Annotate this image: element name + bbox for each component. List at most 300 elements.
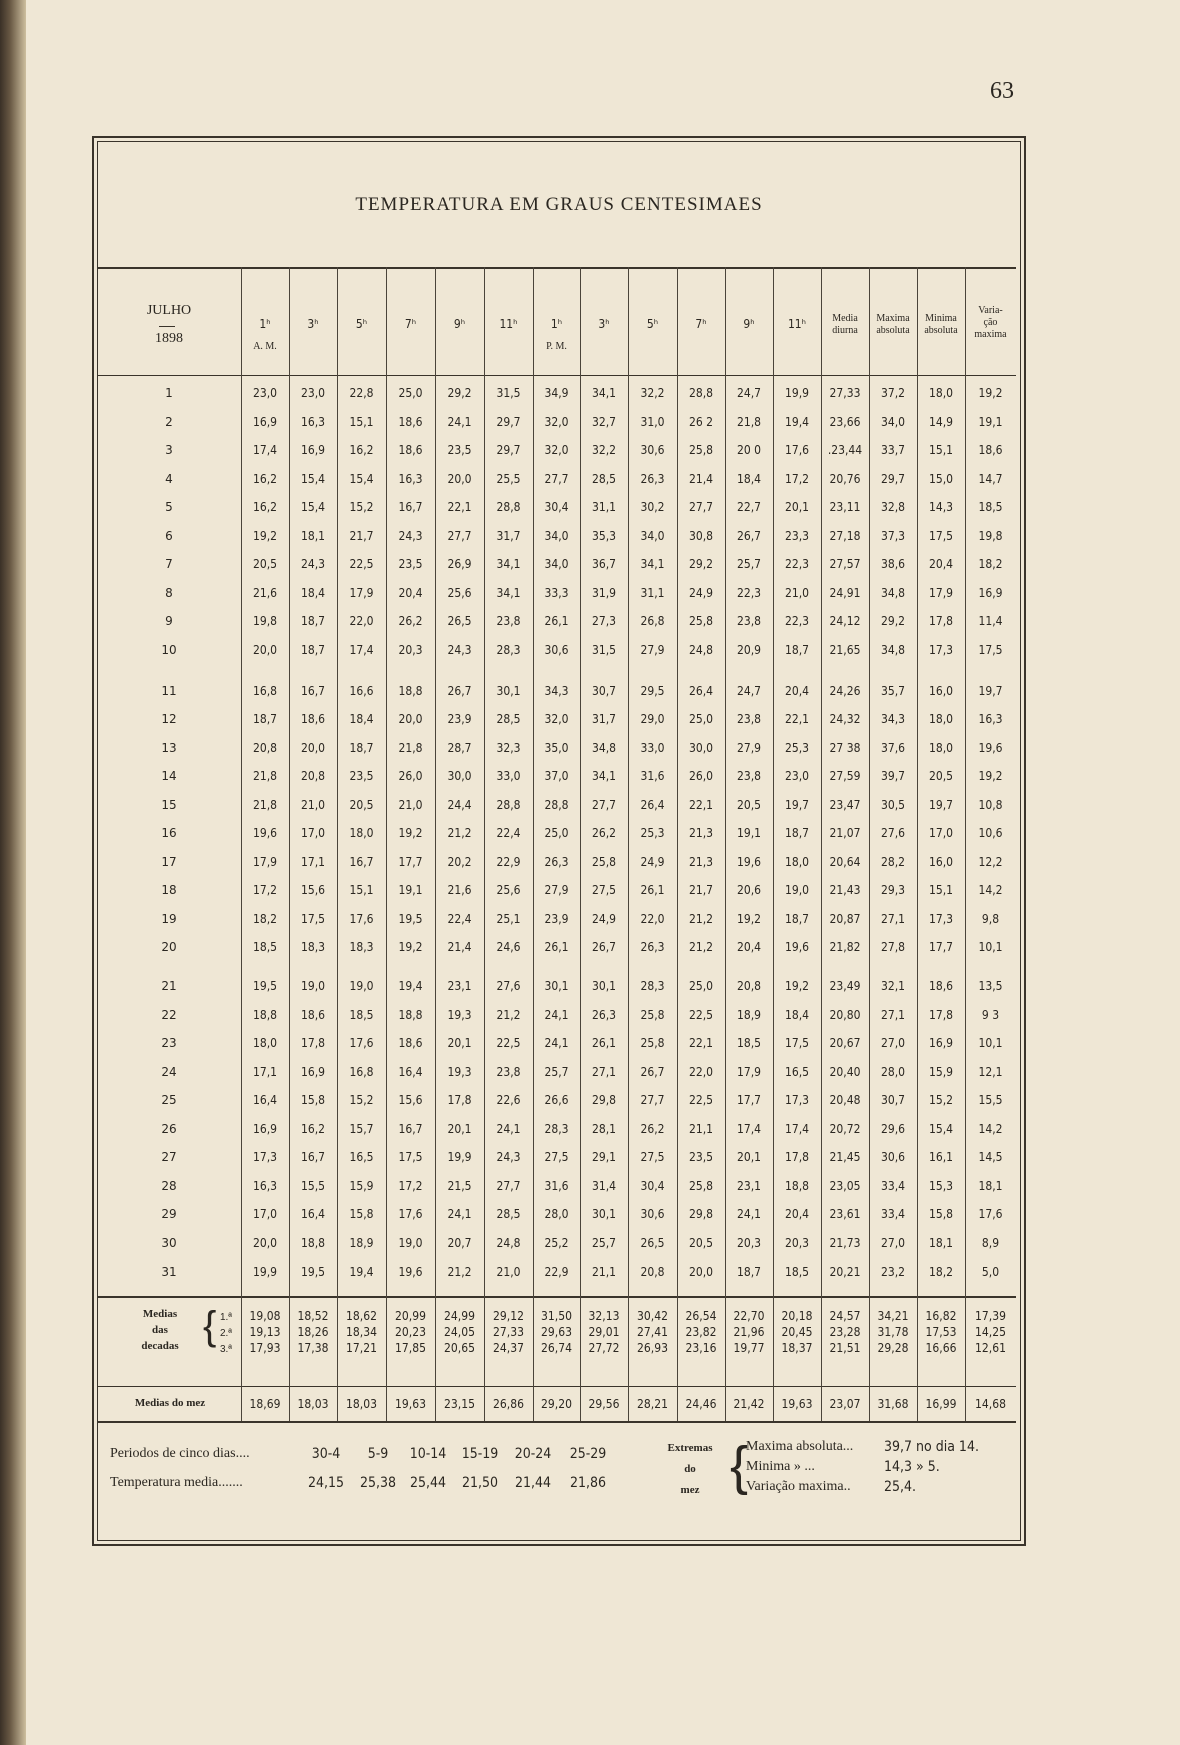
table-cell: 19,7 bbox=[978, 683, 1003, 698]
header-hour-9: 5ʰ bbox=[646, 317, 659, 331]
decade-mean-cell: 17,93 bbox=[249, 1341, 281, 1355]
table-cell: 18,2 bbox=[252, 911, 278, 926]
table-cell: 26,4 bbox=[688, 683, 714, 698]
table-cell: 25,0 bbox=[688, 979, 714, 993]
header-variacao-maxima-1: Varia- bbox=[978, 305, 1003, 316]
table-cell: 28,8 bbox=[496, 500, 521, 515]
table-cell: 21,07 bbox=[829, 826, 861, 841]
table-cell: 21,6 bbox=[447, 883, 472, 898]
table-cell: 21,2 bbox=[688, 911, 714, 926]
table-cell: 14,9 bbox=[928, 414, 954, 429]
table-cell: 19,4 bbox=[349, 1264, 374, 1279]
table-cell: 16,2 bbox=[300, 1121, 326, 1136]
table-cell: 18,7 bbox=[784, 911, 810, 926]
table-cell: 22,3 bbox=[784, 557, 810, 572]
table-cell: 18,5 bbox=[349, 1007, 374, 1022]
table-cell: 20,4 bbox=[398, 585, 423, 600]
table-cell: 18,7 bbox=[300, 642, 326, 657]
table-cell: 20,0 bbox=[398, 712, 423, 727]
table-cell: 17,9 bbox=[349, 585, 374, 600]
table-cell: 33,4 bbox=[880, 1207, 906, 1222]
day-number: 23 bbox=[161, 1036, 177, 1051]
table-cell: 18,1 bbox=[300, 528, 326, 543]
table-cell: 23,3 bbox=[784, 528, 810, 543]
table-cell: 20,0 bbox=[300, 740, 326, 755]
table-cell: 16,6 bbox=[349, 683, 374, 698]
period-temperature: 21,44 bbox=[514, 1475, 552, 1491]
table-cell: 34,8 bbox=[591, 740, 617, 755]
decade-mean-cell: 34,21 bbox=[877, 1309, 909, 1323]
table-cell: 35,3 bbox=[591, 528, 617, 543]
table-cell: 22,3 bbox=[784, 614, 810, 629]
table-cell: 17,9 bbox=[736, 1064, 762, 1079]
table-cell: 15,8 bbox=[300, 1093, 326, 1108]
table-cell: 22,0 bbox=[640, 911, 665, 926]
day-number: 10 bbox=[161, 642, 177, 657]
decade-mean-cell: 20,23 bbox=[395, 1325, 426, 1339]
table-cell: 21,43 bbox=[829, 883, 861, 898]
table-cell: 19,5 bbox=[398, 911, 423, 926]
table-cell: 29,5 bbox=[640, 683, 665, 698]
table-cell: 25,8 bbox=[591, 854, 617, 869]
decade-mean-cell: 27,72 bbox=[588, 1341, 620, 1355]
decade-mean-cell: 17,21 bbox=[346, 1341, 377, 1355]
table-cell: 25,8 bbox=[640, 1007, 665, 1022]
table-cell: 14,5 bbox=[978, 1150, 1003, 1165]
extremas-label: do bbox=[684, 1463, 696, 1475]
table-cell: 19,2 bbox=[784, 979, 810, 993]
decade-mean-cell: 19,08 bbox=[249, 1309, 281, 1323]
table-cell: 10,8 bbox=[978, 797, 1003, 812]
table-cell: 19,2 bbox=[736, 911, 762, 926]
table-cell: 14,3 bbox=[928, 500, 954, 515]
table-cell: 26,2 bbox=[640, 1121, 665, 1136]
table-cell: 27,7 bbox=[640, 1093, 665, 1108]
table-cell: 26,1 bbox=[640, 883, 665, 898]
table-cell: 24,8 bbox=[688, 642, 714, 657]
day-number: 17 bbox=[161, 854, 177, 869]
decade-mean-cell: 30,42 bbox=[637, 1309, 668, 1323]
table-cell: 27,1 bbox=[591, 1064, 617, 1079]
day-number: 13 bbox=[161, 740, 177, 755]
table-cell: 20,5 bbox=[736, 797, 762, 812]
table-cell: 16,9 bbox=[252, 414, 278, 429]
table-cell: 18,8 bbox=[252, 1007, 278, 1022]
decade-mean-cell: 20,99 bbox=[395, 1309, 426, 1323]
table-cell: 18,5 bbox=[978, 500, 1003, 515]
header-maxima-absoluta-1: Maxima bbox=[876, 313, 910, 324]
extrema-label: Variação maxima.. bbox=[746, 1479, 851, 1494]
table-cell: 19,1 bbox=[978, 414, 1003, 429]
table-cell: 16,7 bbox=[398, 1121, 423, 1136]
table-cell: 22,0 bbox=[688, 1064, 714, 1079]
table-cell: 25,7 bbox=[736, 557, 762, 572]
table-cell: 17,9 bbox=[252, 854, 278, 869]
table-cell: 20,5 bbox=[252, 557, 278, 572]
table-cell: 20,76 bbox=[829, 471, 861, 486]
table-cell: 16,0 bbox=[928, 854, 954, 869]
table-cell: 22,9 bbox=[544, 1264, 569, 1279]
table-cell: 23,8 bbox=[736, 712, 762, 727]
table-cell: 34,3 bbox=[880, 712, 906, 727]
table-cell: 21,0 bbox=[300, 797, 326, 812]
table-cell: 30,7 bbox=[880, 1093, 906, 1108]
table-cell: 18,7 bbox=[784, 826, 810, 841]
day-number: 22 bbox=[161, 1007, 177, 1022]
day-number: 18 bbox=[161, 883, 177, 898]
table-cell: 18,6 bbox=[398, 414, 423, 429]
table-cell: 15,9 bbox=[928, 1064, 954, 1079]
table-cell: 25,3 bbox=[784, 740, 810, 755]
day-number: 25 bbox=[161, 1093, 177, 1108]
decade-means-label: das bbox=[152, 1324, 168, 1336]
table-cell: 29,2 bbox=[688, 557, 714, 572]
table-cell: 11,4 bbox=[978, 614, 1003, 629]
table-cell: 27,7 bbox=[688, 500, 714, 515]
table-cell: 25,2 bbox=[544, 1235, 569, 1250]
table-cell: 26,9 bbox=[447, 557, 472, 572]
table-cell: 26,7 bbox=[447, 683, 472, 698]
table-cell: 20,1 bbox=[784, 500, 810, 515]
day-number: 20 bbox=[161, 940, 177, 955]
table-cell: 27,0 bbox=[880, 1036, 906, 1051]
table-cell: 20,0 bbox=[688, 1264, 714, 1279]
table-cell: 23,0 bbox=[252, 386, 278, 400]
decade-means-label: Medias bbox=[142, 1308, 178, 1320]
table-cell: 25,0 bbox=[544, 826, 569, 841]
table-cell: 18,9 bbox=[349, 1235, 374, 1250]
table-cell: 29,0 bbox=[640, 712, 665, 727]
table-cell: 10,6 bbox=[978, 826, 1003, 841]
table-cell: 18,4 bbox=[784, 1007, 810, 1022]
table-cell: 29,3 bbox=[880, 883, 906, 898]
day-number: 31 bbox=[161, 1264, 177, 1279]
table-cell: 19,0 bbox=[784, 883, 810, 898]
decade-mean-cell: 24,57 bbox=[829, 1309, 861, 1323]
table-cell: 9,8 bbox=[981, 911, 1000, 926]
table-cell: 17,6 bbox=[784, 443, 810, 458]
decade-mean-cell: 32,13 bbox=[588, 1309, 620, 1323]
table-cell: 22,4 bbox=[447, 911, 472, 926]
table-cell: 19,0 bbox=[349, 979, 374, 993]
table-cell: 28,8 bbox=[544, 797, 569, 812]
table-cell: 28,5 bbox=[591, 471, 617, 486]
table-cell: 18,6 bbox=[300, 1007, 326, 1022]
month-mean-cell: 19,63 bbox=[395, 1397, 426, 1411]
table-cell: 19,9 bbox=[447, 1150, 472, 1165]
table-cell: 23,1 bbox=[736, 1178, 762, 1193]
month-mean-cell: 29,56 bbox=[588, 1397, 620, 1411]
month-mean-cell: 18,03 bbox=[346, 1397, 377, 1411]
table-cell: 17,5 bbox=[784, 1036, 810, 1051]
day-number: 4 bbox=[165, 471, 173, 486]
table-cell: 32,3 bbox=[496, 740, 521, 755]
table-cell: 23,61 bbox=[829, 1207, 861, 1222]
table-cell: 18,3 bbox=[349, 940, 374, 955]
header-maxima-absoluta-2: absoluta bbox=[876, 325, 910, 336]
table-cell: 22,8 bbox=[349, 386, 374, 400]
day-number: 8 bbox=[165, 585, 173, 600]
decade-id: 1.ª bbox=[219, 1312, 233, 1323]
table-cell: 21,82 bbox=[829, 940, 861, 955]
decade-mean-cell: 29,28 bbox=[877, 1341, 909, 1355]
table-cell: 20,8 bbox=[300, 769, 326, 784]
table-cell: 34,1 bbox=[496, 585, 521, 600]
day-number: 19 bbox=[161, 911, 177, 926]
table-cell: 30,1 bbox=[591, 979, 617, 993]
day-number: 29 bbox=[161, 1207, 177, 1222]
table-cell: 22,5 bbox=[688, 1093, 714, 1108]
table-cell: 16,0 bbox=[928, 683, 954, 698]
table-cell: 27,5 bbox=[591, 883, 617, 898]
table-cell: .23,44 bbox=[827, 443, 863, 458]
decade-mean-cell: 31,50 bbox=[541, 1309, 572, 1323]
table-cell: 17,8 bbox=[784, 1150, 810, 1165]
table-cell: 25,0 bbox=[688, 712, 714, 727]
table-cell: 25,6 bbox=[447, 585, 472, 600]
table-cell: 32,8 bbox=[880, 500, 906, 515]
decade-mean-cell: 17,53 bbox=[925, 1325, 957, 1339]
decade-mean-cell: 16,66 bbox=[925, 1341, 957, 1355]
table-cell: 16,2 bbox=[252, 500, 278, 515]
table-cell: 15,3 bbox=[928, 1178, 954, 1193]
table-cell: 33,7 bbox=[880, 443, 906, 458]
table-cell: 32,0 bbox=[544, 443, 569, 458]
header-year: 1898 bbox=[155, 331, 183, 346]
table-cell: 19,8 bbox=[252, 614, 278, 629]
table-cell: 18,8 bbox=[300, 1235, 326, 1250]
table-cell: 21,7 bbox=[349, 528, 374, 543]
table-cell: 32,0 bbox=[544, 712, 569, 727]
table-cell: 25,6 bbox=[496, 883, 521, 898]
table-cell: 21,0 bbox=[398, 797, 423, 812]
table-cell: 22,6 bbox=[496, 1093, 521, 1108]
table-cell: 34,0 bbox=[640, 528, 665, 543]
table-cell: 16,3 bbox=[252, 1178, 278, 1193]
table-cell: 25,5 bbox=[496, 471, 521, 486]
day-number: 9 bbox=[165, 614, 173, 629]
table-cell: 19,9 bbox=[252, 1264, 278, 1279]
table-cell: 20,80 bbox=[829, 1007, 861, 1022]
table-cell: 22,7 bbox=[736, 500, 762, 515]
table-cell: 33,4 bbox=[880, 1178, 906, 1193]
table-cell: 20,8 bbox=[640, 1264, 665, 1279]
table-cell: 18,4 bbox=[300, 585, 326, 600]
decade-mean-cell: 18,62 bbox=[346, 1309, 377, 1323]
period-value: 15-19 bbox=[461, 1446, 499, 1462]
table-cell: 23,11 bbox=[829, 500, 861, 515]
header-hour-8: 3ʰ bbox=[598, 317, 610, 331]
table-cell: 19,0 bbox=[300, 979, 326, 993]
table-cell: 24,9 bbox=[688, 585, 714, 600]
decade-mean-cell: 19,13 bbox=[249, 1325, 281, 1339]
period-temperature: 25,44 bbox=[409, 1475, 447, 1491]
table-cell: 29,7 bbox=[880, 471, 906, 486]
table-cell: 16,9 bbox=[252, 1121, 278, 1136]
table-cell: 28,5 bbox=[496, 1207, 521, 1222]
table-cell: 20,1 bbox=[447, 1121, 472, 1136]
table-cell: 34,3 bbox=[544, 683, 569, 698]
rule-above-footer bbox=[97, 1421, 1016, 1423]
table-cell: 31,9 bbox=[591, 585, 617, 600]
table-cell: 25,7 bbox=[591, 1235, 617, 1250]
table-cell: 18,6 bbox=[978, 443, 1003, 458]
decade-mean-cell: 12,61 bbox=[975, 1341, 1006, 1355]
day-number: 7 bbox=[165, 557, 173, 572]
decade-brace: { bbox=[203, 1304, 217, 1348]
table-cell: 23,66 bbox=[829, 414, 861, 429]
table-cell: 27,6 bbox=[880, 826, 906, 841]
table-cell: 16,5 bbox=[784, 1064, 810, 1079]
table-cell: 17,0 bbox=[300, 826, 326, 841]
day-number: 24 bbox=[161, 1064, 177, 1079]
table-cell: 28,0 bbox=[880, 1064, 906, 1079]
table-cell: 28,3 bbox=[640, 979, 665, 993]
table-cell: 31,5 bbox=[591, 642, 617, 657]
decade-mean-cell: 31,78 bbox=[877, 1325, 909, 1339]
table-cell: 20,21 bbox=[829, 1264, 861, 1279]
table-cell: 28,3 bbox=[496, 642, 521, 657]
table-cell: 17,7 bbox=[928, 940, 954, 955]
table-cell: 18,6 bbox=[928, 979, 954, 993]
table-cell: 28,2 bbox=[880, 854, 906, 869]
table-cell: 27,7 bbox=[447, 528, 472, 543]
table-cell: 19,0 bbox=[398, 1235, 423, 1250]
table-cell: 20,48 bbox=[829, 1093, 861, 1108]
table-cell: 37,0 bbox=[544, 769, 569, 784]
table-cell: 18,7 bbox=[736, 1264, 762, 1279]
table-cell: 27,59 bbox=[829, 769, 861, 784]
table-cell: 21,1 bbox=[591, 1264, 617, 1279]
table-cell: 19,3 bbox=[447, 1064, 472, 1079]
table-cell: 27,33 bbox=[829, 386, 861, 400]
table-cell: 22,0 bbox=[349, 614, 374, 629]
decade-mean-cell: 14,25 bbox=[975, 1325, 1006, 1339]
decade-mean-cell: 18,34 bbox=[346, 1325, 377, 1339]
table-cell: 19,1 bbox=[398, 883, 423, 898]
header-hour-2: 3ʰ bbox=[307, 317, 319, 331]
extremas-brace: { bbox=[730, 1436, 749, 1496]
periods-label: Periodos de cinco dias.... bbox=[110, 1446, 250, 1461]
table-cell: 15,6 bbox=[300, 883, 326, 898]
decade-id: 3.ª bbox=[219, 1344, 233, 1355]
table-cell: 20,4 bbox=[736, 940, 762, 955]
table-cell: 20,72 bbox=[829, 1121, 861, 1136]
table-cell: 19,7 bbox=[928, 797, 954, 812]
table-cell: 27,0 bbox=[880, 1235, 906, 1250]
table-cell: 26,3 bbox=[640, 471, 665, 486]
table-cell: 34,0 bbox=[544, 528, 569, 543]
table-cell: 29,7 bbox=[496, 443, 521, 458]
table-cell: 30,1 bbox=[544, 979, 569, 993]
table-cell: 29,2 bbox=[447, 386, 472, 400]
table-cell: 15,8 bbox=[349, 1207, 374, 1222]
table-cell: 22,5 bbox=[349, 557, 374, 572]
table-cell: 26,6 bbox=[544, 1093, 569, 1108]
table-cell: 24,1 bbox=[544, 1007, 569, 1022]
table-cell: 22,4 bbox=[496, 826, 521, 841]
table-cell: 14,2 bbox=[978, 1121, 1003, 1136]
table-cell: 22,5 bbox=[688, 1007, 714, 1022]
day-number: 2 bbox=[165, 414, 173, 429]
table-cell: 18,0 bbox=[928, 712, 954, 727]
table-cell: 18,0 bbox=[252, 1036, 278, 1051]
table-cell: 21,8 bbox=[252, 797, 278, 812]
table-cell: 15,5 bbox=[978, 1093, 1003, 1108]
table-cell: 17,3 bbox=[928, 911, 954, 926]
period-value: 20-24 bbox=[514, 1446, 552, 1462]
table-cell: 17,6 bbox=[398, 1207, 423, 1222]
rule-under-title bbox=[97, 267, 1016, 269]
table-cell: 26,3 bbox=[640, 940, 665, 955]
table-cell: 34,1 bbox=[591, 386, 617, 400]
table-cell: 16,9 bbox=[978, 585, 1003, 600]
table-cell: 21,5 bbox=[447, 1178, 472, 1193]
decade-id: 2.ª bbox=[219, 1328, 233, 1339]
table-cell: 31,4 bbox=[591, 1178, 617, 1193]
month-mean-cell: 28,21 bbox=[637, 1397, 668, 1411]
table-cell: 27,57 bbox=[829, 557, 861, 572]
table-cell: 29,2 bbox=[880, 614, 906, 629]
period-value: 5-9 bbox=[367, 1446, 389, 1462]
table-cell: 17,4 bbox=[736, 1121, 762, 1136]
extremas-label: Extremas bbox=[667, 1442, 713, 1454]
table-cell: 18,8 bbox=[398, 1007, 423, 1022]
table-cell: 23,9 bbox=[447, 712, 472, 727]
month-mean-cell: 16,99 bbox=[925, 1397, 957, 1411]
table-cell: 16,7 bbox=[349, 854, 374, 869]
day-number: 26 bbox=[161, 1121, 177, 1136]
header-hour-4: 7ʰ bbox=[404, 317, 417, 331]
table-cell: 21,8 bbox=[252, 769, 278, 784]
day-number: 27 bbox=[161, 1150, 177, 1165]
table-cell: 23,8 bbox=[496, 614, 521, 629]
extrema-value: 39,7 no dia 14. bbox=[884, 1439, 979, 1455]
table-cell: 27,1 bbox=[880, 1007, 906, 1022]
table-cell: 16,7 bbox=[398, 500, 423, 515]
decade-mean-cell: 29,63 bbox=[541, 1325, 572, 1339]
period-value: 10-14 bbox=[409, 1446, 447, 1462]
table-cell: 34,0 bbox=[544, 557, 569, 572]
rule-under-header bbox=[97, 375, 1016, 376]
table-cell: 26,1 bbox=[544, 940, 569, 955]
table-cell: 24,8 bbox=[496, 1235, 521, 1250]
month-mean-cell: 26,86 bbox=[493, 1397, 524, 1411]
header-pm-label: P. M. bbox=[546, 341, 567, 352]
table-cell: 23,0 bbox=[300, 386, 326, 400]
table-cell: 26,3 bbox=[591, 1007, 617, 1022]
table-cell: 24,4 bbox=[447, 797, 472, 812]
table-cell: 17,3 bbox=[928, 642, 954, 657]
table-cell: 30,1 bbox=[496, 683, 521, 698]
decade-mean-cell: 27,41 bbox=[637, 1325, 668, 1339]
table-cell: 24,32 bbox=[829, 712, 861, 727]
table-cell: 30,4 bbox=[640, 1178, 665, 1193]
table-cell: 30,7 bbox=[591, 683, 617, 698]
table-cell: 17,1 bbox=[300, 854, 326, 869]
table-cell: 15,5 bbox=[300, 1178, 326, 1193]
header-hour-1: 1ʰ bbox=[259, 317, 271, 331]
table-cell: 18,1 bbox=[928, 1235, 954, 1250]
table-cell: 5,0 bbox=[981, 1264, 1000, 1279]
extremas-label: mez bbox=[680, 1484, 700, 1496]
table-cell: 20,0 bbox=[252, 1235, 278, 1250]
table-cell: 20,40 bbox=[829, 1064, 861, 1079]
table-cell: 26,7 bbox=[640, 1064, 665, 1079]
table-cell: 17,5 bbox=[978, 642, 1003, 657]
table-cell: 35,7 bbox=[880, 683, 906, 698]
month-mean-cell: 24,46 bbox=[685, 1397, 717, 1411]
